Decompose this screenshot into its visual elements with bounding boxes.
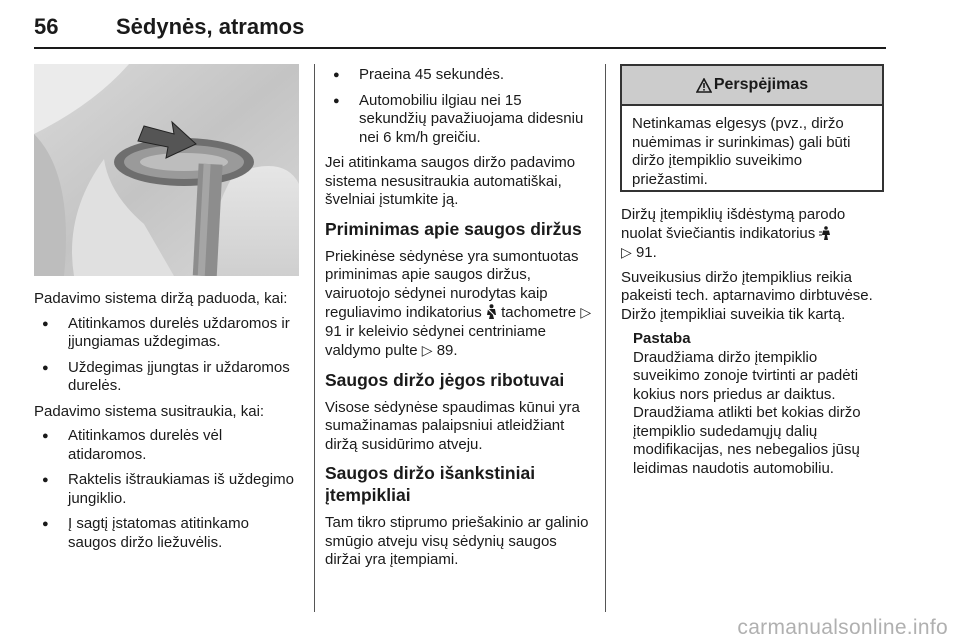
watermark: carmanualsonline.info xyxy=(737,616,948,639)
list-item: ● Automobiliu ilgiau nei 15 sekundžių pavažiuojama didesniu nei 6 km/h greičiu. xyxy=(325,92,593,148)
paragraph: Jei atitinkama saugos diržo padavimo sistema nesusitraukia automatiškai, švelniai įstumkite ją. xyxy=(325,154,576,208)
paragraph: Visose sėdynėse spaudimas kūnui yra sumažinamas palaipsniui atleidžiant diržą susidūrimo atveju. xyxy=(325,398,580,453)
section-heading: Priminimas apie saugos diržus xyxy=(325,218,582,239)
bullet-list xyxy=(34,315,299,396)
column-divider-2 xyxy=(605,64,606,612)
paragraph: Priekinėse sėdynėse yra sumontuotas priminimas apie saugos diržus, vairuotojo sėdynei nurodytas kaip reguliavimo indikatorius tachometre ▷ 91 ir keleivio sėdynei centriniame valdymo pulte ▷ 89. xyxy=(325,247,592,359)
page-reference-icon: ▷ xyxy=(421,342,433,358)
page-header xyxy=(34,12,886,42)
note-title: Pastaba xyxy=(633,330,691,347)
warning-text: Netinkamas elgesys (pvz., diržo nuėmimas ir surinkimas) gali būti diržo įtempiklio suveikimo priežastimi. xyxy=(632,115,851,188)
column-divider-1 xyxy=(314,64,315,612)
seat-belt-illustration xyxy=(34,64,299,276)
note-text: Draudžiama diržo įtempiklio suveikimo zonoje tvirtinti ar padėti kokius nors priedus ar daiktus. Draudžiama atlikti bet kokias diržo įtempiklio sudedamųjų dalių modifikacijas, nes nebegalios jūsų leidimas naudotis automobiliu. xyxy=(633,348,861,477)
warning-triangle-icon xyxy=(696,78,712,93)
list-item: ● Atitinkamos durelės uždaromos ir įjungiamas uždegimas. xyxy=(34,315,299,352)
list-item: ● Praeina 45 sekundės. xyxy=(325,66,593,85)
list-item: ● Uždegimas įjungtas ir uždaromos durelės. xyxy=(34,359,299,396)
left-column xyxy=(34,290,299,559)
seatbelt-pretensioner-icon xyxy=(819,226,832,240)
right-column xyxy=(621,206,885,478)
list-item: ● Į sagtį įstatomas atitinkamo saugos diržo liežuvėlis. xyxy=(34,515,299,552)
warning-box xyxy=(620,64,884,192)
warning-header xyxy=(622,66,882,106)
paragraph: Diržų įtempiklių išdėstymą parodo nuolat šviečiantis indikatorius ▷ 91. xyxy=(621,206,846,261)
section-heading: Saugos diržo jėgos ribotuvai xyxy=(325,369,565,390)
bullet-list xyxy=(325,66,593,147)
chapter-title: Sėdynės, atramos xyxy=(116,14,305,39)
paragraph: Suveikusius diržo įtempiklius reikia pakeisti tech. aptarnavimo dirbtuvėse. Diržo įtempikliai suveikia tik kartą. xyxy=(621,268,873,323)
page-reference-icon: ▷ xyxy=(580,304,592,320)
paragraph: Padavimo sistema susitraukia, kai: xyxy=(34,402,265,420)
page-number: 56 xyxy=(34,14,59,39)
paragraph: Padavimo sistema diržą paduoda, kai: xyxy=(34,290,288,307)
page-reference-icon: ▷ xyxy=(621,244,632,260)
warning-title: Perspėjimas xyxy=(713,76,809,93)
middle-column xyxy=(325,66,593,576)
seatbelt-reminder-icon xyxy=(486,304,497,319)
note-block xyxy=(621,330,885,478)
list-item: ● Atitinkamos durelės vėl atidaromos. xyxy=(34,427,299,464)
section-heading: Saugos diržo išankstiniai įtempikliai xyxy=(325,463,536,505)
list-item: ● Raktelis ištraukiamas iš uždegimo jungiklio. xyxy=(34,471,299,508)
bullet-list xyxy=(34,427,299,552)
paragraph: Tam tikro stiprumo priešakinio ar galinio smūgio atveju visų sėdynių saugos diržai yra įtempiami. xyxy=(325,514,589,568)
header-rule xyxy=(34,47,886,49)
